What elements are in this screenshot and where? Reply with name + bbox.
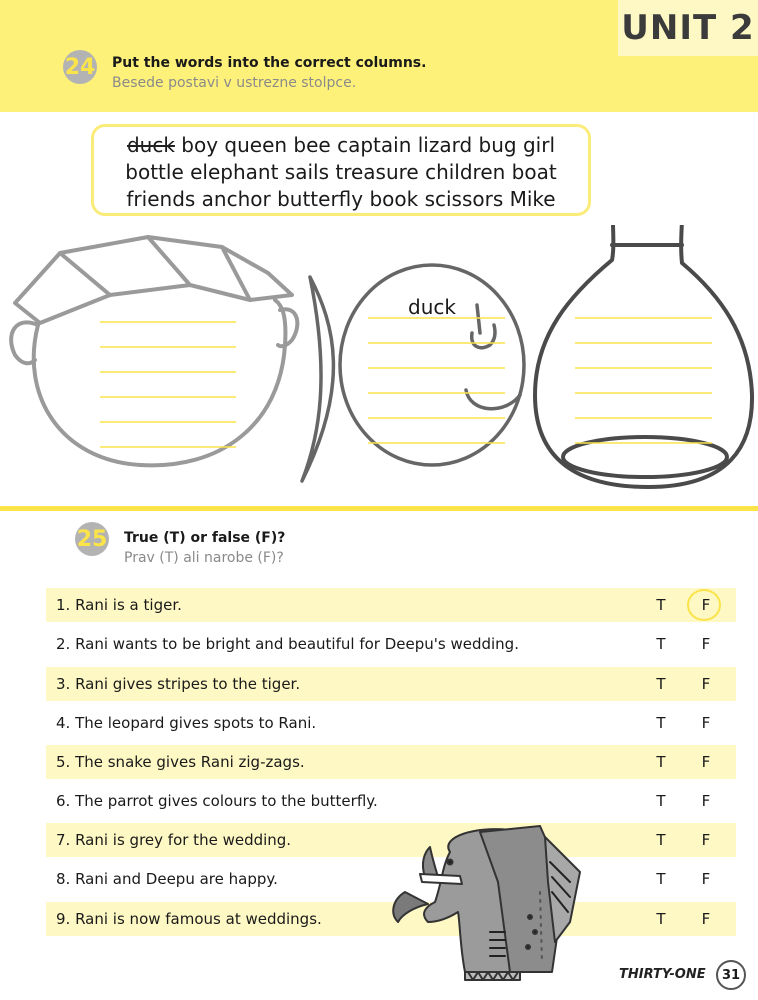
statement-text: 1. Rani is a tiger.: [56, 596, 182, 614]
word-boy: boy: [181, 133, 219, 157]
statement-text: 4. The leopard gives spots to Rani.: [56, 714, 317, 732]
bottle-drawing: [535, 225, 752, 487]
exercise-25-instruction: True (T) or false (F)?: [124, 530, 286, 546]
pot-answer-lines: [100, 322, 236, 447]
word-bank-line-2: bottle elephant sails treasure children boat: [125, 160, 557, 184]
true-option[interactable]: T: [656, 714, 666, 732]
word-captain: captain: [337, 133, 412, 157]
statement-row-6: [46, 784, 736, 818]
answer-circle-mark: [687, 589, 721, 621]
statement-text: 9. Rani is now famous at weddings.: [56, 910, 322, 928]
word-bank-line-1: [94, 132, 588, 159]
statement-text: 3. Rani gives stripes to the tiger.: [56, 675, 301, 693]
word-lizard: lizard: [417, 133, 473, 157]
true-option[interactable]: T: [656, 870, 666, 888]
word-duck: duck: [126, 133, 175, 157]
statement-text: 6. The parrot gives colours to the butterfly.: [56, 792, 378, 810]
elephant-illustration: [380, 822, 620, 982]
statement-text: 5. The snake gives Rani zig-zags.: [56, 753, 305, 771]
exercise-25-number: 25: [75, 522, 109, 556]
true-option[interactable]: T: [656, 910, 666, 928]
true-option[interactable]: T: [656, 675, 666, 693]
page-number-word: THIRTY-ONE: [619, 967, 706, 982]
statement-row-2: [46, 627, 736, 661]
unit-label: UNIT 2: [618, 0, 758, 56]
exercise-24-instruction-sl: Besede postavi v ustrezne stolpce.: [112, 75, 357, 91]
statement-text: 7. Rani is grey for the wedding.: [56, 831, 292, 849]
false-option[interactable]: F: [701, 714, 711, 732]
word-bank-line-3: friends anchor butterfly book scissors Mike: [126, 187, 556, 211]
exercise-24-number: 24: [63, 50, 97, 84]
fish-example-answer: duck: [408, 295, 456, 319]
word-bank: [91, 124, 591, 216]
statement-row-5: [46, 745, 736, 779]
statement-row-1: [46, 588, 736, 622]
true-option[interactable]: T: [656, 753, 666, 771]
true-option[interactable]: T: [656, 635, 666, 653]
fish-answer-lines: [368, 318, 505, 443]
word-girl: girl: [522, 133, 556, 157]
false-option[interactable]: F: [701, 635, 711, 653]
word-queen-bee: queen bee: [224, 133, 331, 157]
section-divider: [0, 506, 758, 511]
true-option[interactable]: T: [656, 596, 666, 614]
page-number: 31: [716, 960, 746, 990]
true-option[interactable]: T: [656, 792, 666, 810]
statement-text: 2. Rani wants to be bright and beautiful for Deepu's wedding.: [56, 635, 519, 653]
false-option[interactable]: F: [701, 596, 711, 614]
sorting-drawings: [0, 225, 758, 505]
pot-drawing: [11, 237, 297, 465]
bottle-answer-lines: [575, 318, 712, 443]
exercise-25-instruction-sl: Prav (T) ali narobe (F)?: [124, 550, 284, 566]
false-option[interactable]: F: [701, 870, 711, 888]
statement-row-4: [46, 706, 736, 740]
true-option[interactable]: T: [656, 831, 666, 849]
statement-row-3: [46, 667, 736, 701]
statement-text: 8. Rani and Deepu are happy.: [56, 870, 278, 888]
false-option[interactable]: F: [701, 753, 711, 771]
false-option[interactable]: F: [701, 675, 711, 693]
false-option[interactable]: F: [701, 831, 711, 849]
word-bug: bug: [478, 133, 517, 157]
false-option[interactable]: F: [701, 792, 711, 810]
false-option[interactable]: F: [701, 910, 711, 928]
exercise-24-instruction: Put the words into the correct columns.: [112, 55, 427, 71]
